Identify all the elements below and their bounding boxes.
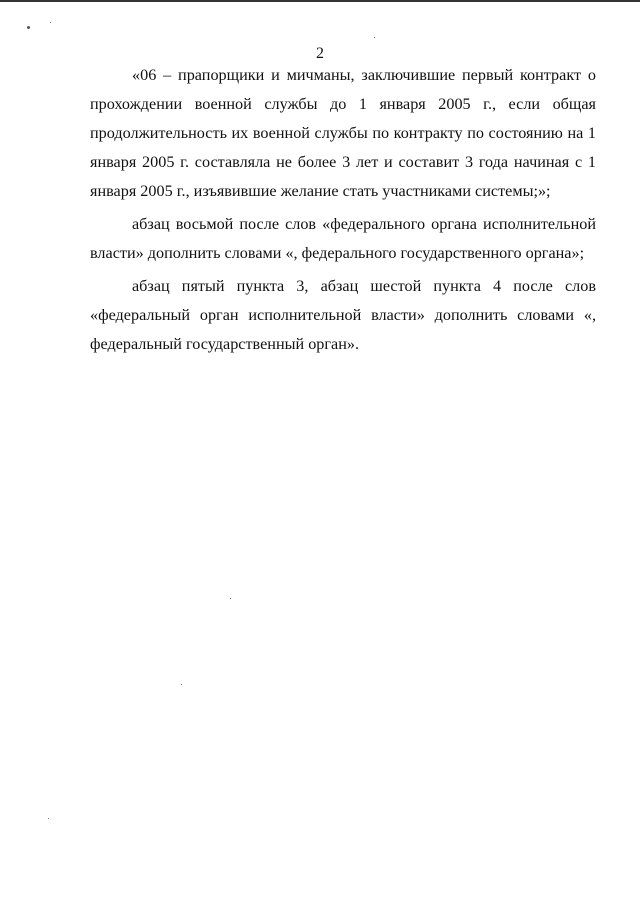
scan-speck — [27, 26, 30, 29]
scan-speck — [48, 818, 49, 819]
paragraph-amendment-8: абзац восьмой после слов «федерального органа исполнительной власти» дополнить словами «, федерального государственного органа»; — [90, 215, 596, 262]
scan-speck — [50, 22, 51, 23]
scan-top-edge — [0, 0, 640, 2]
paragraph-category-06: «06 – прапорщики и мичманы, заключившие первый контракт о прохождении военной службы до 1 января 2005 г., если общая продолжительность их военной службы по контракту по состоянию на 1 января 2005 г. составляла не более 3 лет и составит 3 года начиная с 1 января 2005 г., изъявившие желание стать участниками системы;»; — [90, 66, 596, 200]
paragraph-amendment-3-4: абзац пятый пункта 3, абзац шестой пункта 4 после слов «федеральный орган исполнительной власти» дополнить словами «, федеральный государственный орган». — [90, 277, 596, 353]
page-number: 2 — [316, 45, 324, 62]
scan-speck — [230, 598, 231, 599]
document-body — [90, 61, 596, 359]
scan-speck — [181, 684, 182, 685]
scan-speck — [374, 37, 375, 38]
